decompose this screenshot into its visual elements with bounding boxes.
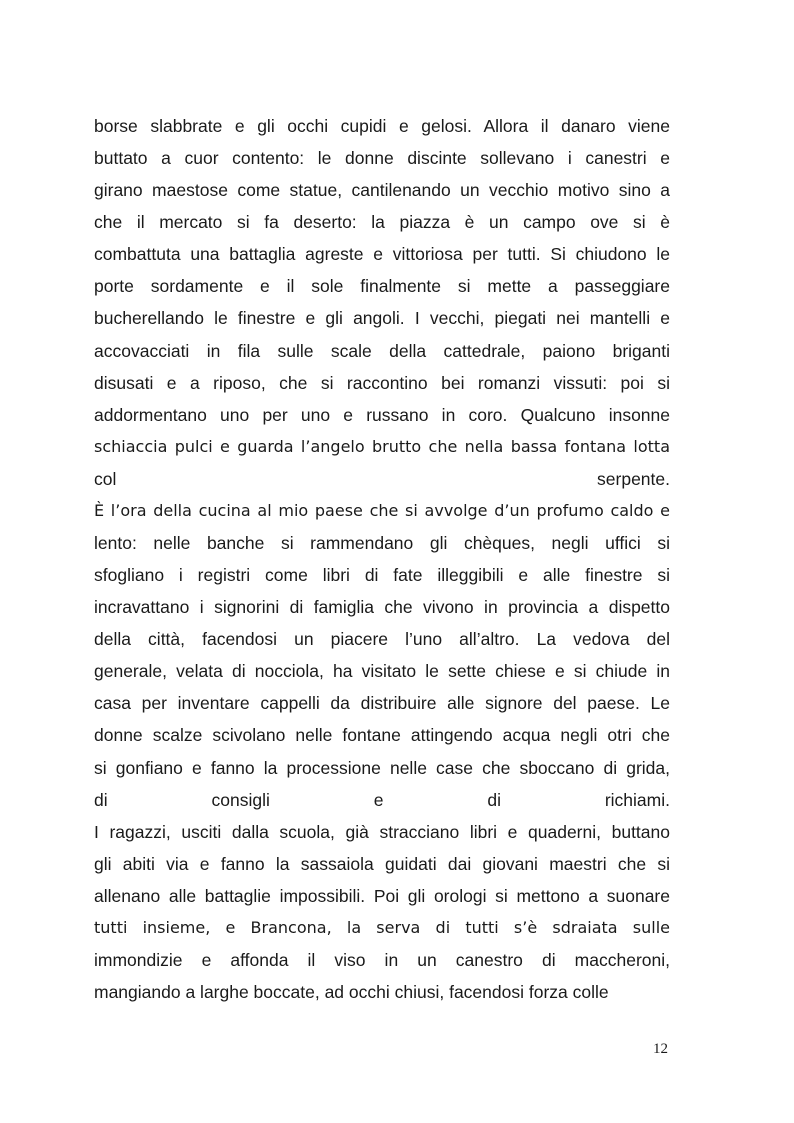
text-line: gli abiti via e fanno la sassaiola guidati dai giovani maestri che si [94,854,670,874]
text-line: immondizie e affonda il viso in un canestro di maccheroni, [94,950,670,970]
text-line: addormentano uno per uno e russano in coro. Qualcuno insonne [94,405,670,425]
text-line: donne scalze scivolano nelle fontane attingendo acqua negli otri che [94,725,670,745]
text-line: È l’ora della cucina al mio paese che si avvolge d’un profumo caldo e [94,501,670,520]
text-line: generale, velata di nocciola, ha visitato le sette chiese e si chiude in [94,661,670,681]
text-line: I ragazzi, usciti dalla scuola, già stracciano libri e quaderni, buttano [94,822,670,842]
text-line: schiaccia pulci e guarda l’angelo brutto che nella bassa fontana lotta [94,437,670,456]
text-line: bucherellando le finestre e gli angoli. I vecchi, piegati nei mantelli e [94,308,670,328]
text-line: si gonfiano e fanno la processione nelle case che sboccano di grida, [94,758,670,778]
text-line: incravattano i signorini di famiglia che vivono in provincia a dispetto [94,597,670,617]
text-line: tutti insieme, e Brancona, la serva di tutti s’è sdraiata sulle [94,918,670,937]
text-line: accovacciati in fila sulle scale della cattedrale, paiono briganti [94,341,670,361]
text-line: disusati e a riposo, che si raccontino bei romanzi vissuti: poi si [94,373,670,393]
text-line: girano maestose come statue, cantilenando un vecchio motivo sino a [94,180,670,200]
text-line: porte sordamente e il sole finalmente si mette a passeggiare [94,276,670,296]
text-line: allenano alle battaglie impossibili. Poi gli orologi si mettono a suonare [94,886,670,906]
text-line: borse slabbrate e gli occhi cupidi e gelosi. Allora il danaro viene [94,116,670,136]
text-line: di consigli e di richiami. [94,790,670,810]
text-line: col serpente. [94,469,670,489]
page-number: 12 [653,1041,668,1057]
text-line: sfogliano i registri come libri di fate illeggibili e alle finestre si [94,565,670,585]
text-line: combattuta una battaglia agreste e vittoriosa per tutti. Si chiudono le [94,244,670,264]
text-line: della città, facendosi un piacere l’uno all’altro. La vedova del [94,629,670,649]
text-line: lento: nelle banche si rammendano gli chèques, negli uffici si [94,533,670,553]
text-line: buttato a cuor contento: le donne discinte sollevano i canestri e [94,148,670,168]
text-line: casa per inventare cappelli da distribuire alle signore del paese. Le [94,693,670,713]
text-line: che il mercato si fa deserto: la piazza è un campo ove si è [94,212,670,232]
text-line: mangiando a larghe boccate, ad occhi chiusi, facendosi forza colle [94,982,609,1002]
